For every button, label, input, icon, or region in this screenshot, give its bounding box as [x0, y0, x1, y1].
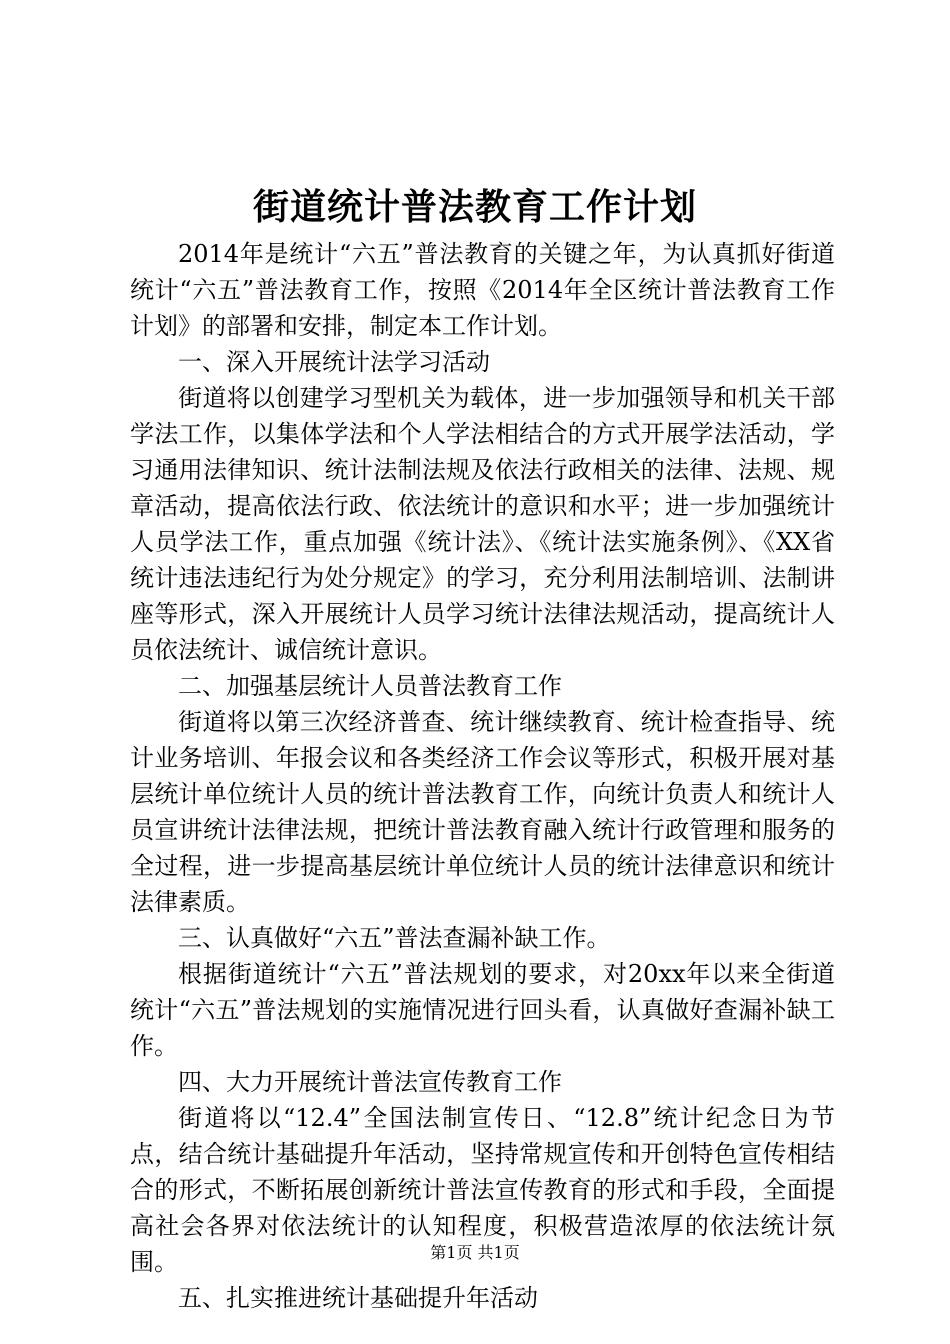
section-heading-1: 一、深入开展统计法学习活动: [178, 348, 490, 376]
paragraph-intro: 2014年是统计“六五”普法教育的关键之年，为认真抓好街道统计“六五”普法教育工作，按照《2014年全区统计普法教育工作计划》的部署和安排，制定本工作计划。: [130, 240, 835, 340]
section-heading-2: 二、加强基层统计人员普法教育工作: [178, 672, 562, 700]
page-footer: 第1页 共1页: [430, 1243, 520, 1262]
document-title: 街道统计普法教育工作计划: [252, 186, 697, 228]
document-body: [130, 236, 835, 1316]
section-heading-3: 三、认真做好“六五”普法查漏补缺工作。: [178, 924, 611, 952]
paragraph-section-1: 街道将以创建学习型机关为载体，进一步加强领导和机关干部学法工作，以集体学法和个人学法相结合的方式开展学法活动，学习通用法律知识、统计法制法规及依法行政相关的法律、法规、规章活动，提高依法行政、依法统计的意识和水平；进一步加强统计人员学法工作，重点加强《统计法》、《统计法实施条例》、《XX省统计违法违纪行为处分规定》的学习，充分利用法制培训、法制讲座等形式，深入开展统计人员学习统计法律法规活动，提高统计人员依法统计、诚信统计意识。: [130, 384, 835, 664]
paragraph-section-4: 街道将以“12.4”全国法制宣传日、“12.8”统计纪念日为节点，结合统计基础提升年活动，坚持常规宣传和开创特色宣传相结合的形式，不断拓展创新统计普法宣传教育的形式和手段，全面提高社会各界对依法统计的认知程度，积极营造浓厚的依法统计氛围。: [130, 1104, 835, 1276]
section-heading-5: 五、扎实推进统计基础提升年活动: [178, 1284, 538, 1312]
paragraph-section-2: 街道将以第三次经济普查、统计继续教育、统计检查指导、统计业务培训、年报会议和各类经济工作会议等形式，积极开展对基层统计单位统计人员的统计普法教育工作，向统计负责人和统计人员宣讲统计法律法规，把统计普法教育融入统计行政管理和服务的全过程，进一步提高基层统计单位统计人员的统计法律意识和统计法律素质。: [130, 708, 835, 916]
paragraph-section-3: 根据街道统计“六五”普法规划的要求，对20xx年以来全街道统计“六五”普法规划的实施情况进行回头看，认真做好查漏补缺工作。: [130, 960, 835, 1060]
section-heading-4: 四、大力开展统计普法宣传教育工作: [178, 1068, 562, 1096]
